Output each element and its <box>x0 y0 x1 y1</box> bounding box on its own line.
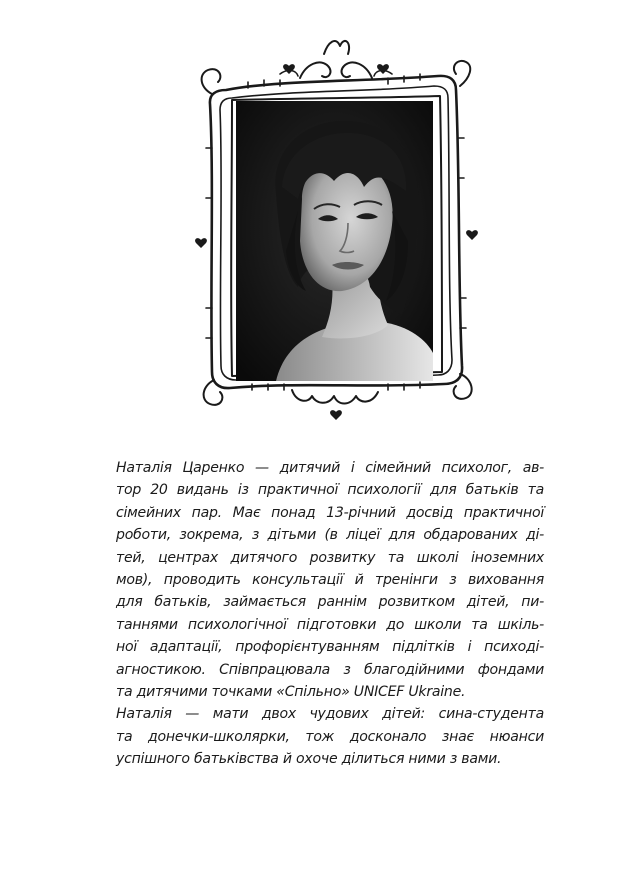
bio-line: агностикою. Співпрацювала з благодійними фондами <box>116 661 544 678</box>
bio-line: для батьків, займається раннім розвитком дітей, пи- <box>116 594 544 611</box>
bio-line: роботи, зокрема, з дітьми (в ліцеї для обдарованих ді- <box>116 527 544 544</box>
bio-line: Наталія — мати двох чудових дітей: сина-студента <box>116 706 544 723</box>
bio-line: та дитячими точками «Спільно» UNICEF Ukraine. <box>116 684 466 701</box>
bio-line: успішного батьківства й охоче ділиться ними з вами. <box>116 751 502 768</box>
bio-line: та донечки-школярки, тож досконало знає нюанси <box>116 728 544 745</box>
bio-line: тей, центрах дитячого розвитку та школі іноземних <box>116 549 544 566</box>
bio-line: сімейних пар. Має понад 13-річний досвід практичної <box>116 504 544 521</box>
author-portrait-photo <box>236 101 433 381</box>
bio-paragraph-family <box>116 703 544 770</box>
bio-paragraph-main <box>116 457 544 703</box>
bio-line: Наталія Царенко — дитячий і сімейний психолог, ав- <box>116 460 544 476</box>
bio-line: ної адаптації, профорієнтуванням підлітків і псиході- <box>116 639 544 656</box>
bio-line: тор 20 видань із практичної психології для батьків та <box>116 482 544 499</box>
bio-line: таннями психологічної підготовки до школи та шкіль- <box>116 616 544 633</box>
author-bio <box>116 457 544 771</box>
bio-line: мов), проводить консультації й тренінги з виховання <box>116 572 544 589</box>
